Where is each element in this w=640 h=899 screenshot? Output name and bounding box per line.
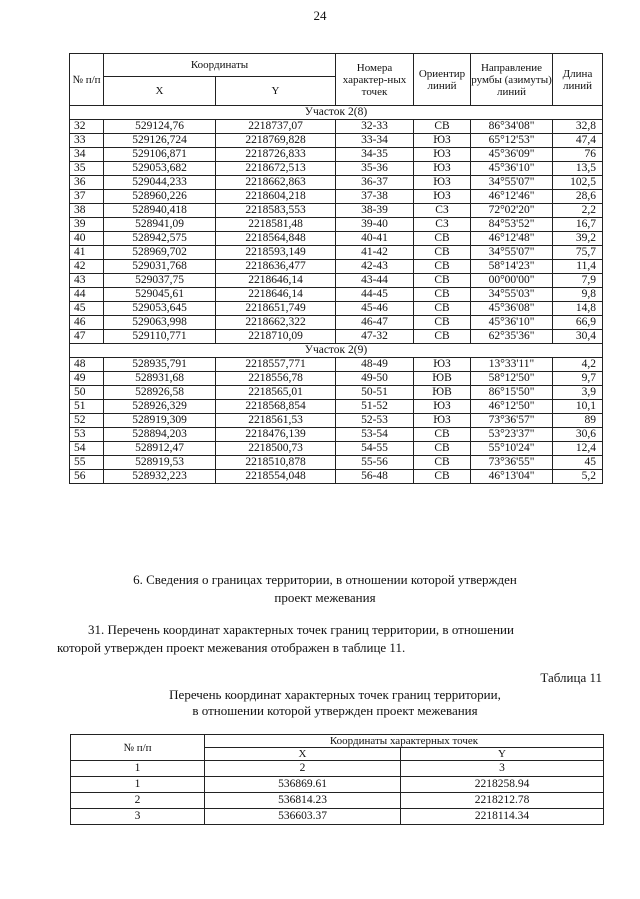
table-cell: 53 [70, 428, 104, 442]
header-direction: Направление румбы (азимуты) линий [471, 54, 553, 106]
table-row [70, 358, 603, 372]
table-cell: 12,4 [553, 442, 603, 456]
t11-header-x: X [205, 748, 401, 761]
table-cell: 52-53 [336, 414, 414, 428]
table-cell: 28,6 [553, 190, 603, 204]
table-cell: 73°36'57" [471, 414, 553, 428]
table-row [70, 260, 603, 274]
table-cell: 48-49 [336, 358, 414, 372]
table-cell: 39 [70, 218, 104, 232]
table-cell: 528926,58 [104, 386, 216, 400]
table-cell: 529063,998 [104, 316, 216, 330]
table-cell: 84°53'52" [471, 218, 553, 232]
table-cell: 53-54 [336, 428, 414, 442]
table-cell: 528960,226 [104, 190, 216, 204]
table-cell: 33-34 [336, 134, 414, 148]
table-row [70, 302, 603, 316]
table-cell: 46°12'50" [471, 400, 553, 414]
table-cell: 13,5 [553, 162, 603, 176]
table-cell: 39-40 [336, 218, 414, 232]
table-cell: 2218565,01 [216, 386, 336, 400]
table-cell: 49-50 [336, 372, 414, 386]
table-cell: ЮЗ [414, 162, 471, 176]
table-cell: 53°23'37" [471, 428, 553, 442]
table-cell: 45°36'10" [471, 162, 553, 176]
table-cell: 528969,702 [104, 246, 216, 260]
table-cell: 2218561,53 [216, 414, 336, 428]
table-cell: 45°36'08" [471, 302, 553, 316]
table-cell: 55 [70, 456, 104, 470]
table-cell: 41-42 [336, 246, 414, 260]
table-cell: 4,2 [553, 358, 603, 372]
section-header-row [70, 106, 603, 120]
table-cell: 9,7 [553, 372, 603, 386]
table-cell: 529044,233 [104, 176, 216, 190]
table-row [70, 386, 603, 400]
table-cell: 2218258.94 [401, 777, 604, 793]
table-row [70, 428, 603, 442]
table-row [70, 176, 603, 190]
table-row [70, 372, 603, 386]
table-cell: 34°55'03" [471, 288, 553, 302]
table-row [70, 414, 603, 428]
table-cell: 34°55'07" [471, 246, 553, 260]
header-num: № п/п [70, 54, 104, 106]
table-cell: 76 [553, 148, 603, 162]
table-cell: 2218726,833 [216, 148, 336, 162]
table-cell: 65°12'53" [471, 134, 553, 148]
table-row [70, 288, 603, 302]
table-cell: 529106,871 [104, 148, 216, 162]
table-cell: 46°12'46" [471, 190, 553, 204]
table-cell: 536814.23 [205, 793, 401, 809]
table-cell: 37-38 [336, 190, 414, 204]
table-cell: 2218554,048 [216, 470, 336, 484]
table-cell: 45°36'09" [471, 148, 553, 162]
table-row [70, 246, 603, 260]
table-cell: 3 [71, 809, 205, 825]
table-cell: 528912,47 [104, 442, 216, 456]
table-row [71, 793, 604, 809]
table-cell: 528931,68 [104, 372, 216, 386]
table-cell: 32 [70, 120, 104, 134]
table-cell: 33 [70, 134, 104, 148]
t11-header-y: Y [401, 748, 604, 761]
table-cell: 528941,09 [104, 218, 216, 232]
table-cell: 2 [71, 793, 205, 809]
table-cell: 45°36'10" [471, 316, 553, 330]
table-cell: 47,4 [553, 134, 603, 148]
table-cell: 86°15'50" [471, 386, 553, 400]
table-cell: 34 [70, 148, 104, 162]
table-cell: 2218672,513 [216, 162, 336, 176]
t11-header-num: № п/п [71, 735, 205, 761]
table-cell: СВ [414, 246, 471, 260]
table-row [70, 316, 603, 330]
table-cell: 43-44 [336, 274, 414, 288]
table-row [70, 134, 603, 148]
table-cell: ЮВ [414, 386, 471, 400]
table-cell: 35-36 [336, 162, 414, 176]
table-cell: 72°02'20" [471, 204, 553, 218]
table-row [70, 330, 603, 344]
table-cell: 46-47 [336, 316, 414, 330]
table-cell: 528935,791 [104, 358, 216, 372]
table-cell: 51-52 [336, 400, 414, 414]
table-cell: 14,8 [553, 302, 603, 316]
table-cell: 89 [553, 414, 603, 428]
table-cell: 49 [70, 372, 104, 386]
table-cell: 10,1 [553, 400, 603, 414]
table-cell: 2218593,149 [216, 246, 336, 260]
table-cell: 32,8 [553, 120, 603, 134]
table-row [71, 809, 604, 825]
boundary-coordinates-table [69, 53, 603, 484]
table-cell: 73°36'55" [471, 456, 553, 470]
table-cell: 529037,75 [104, 274, 216, 288]
table-cell: 46°13'04" [471, 470, 553, 484]
table-cell: 2218564,848 [216, 232, 336, 246]
table-cell: 7,9 [553, 274, 603, 288]
table-cell: 529053,682 [104, 162, 216, 176]
table-cell: 00°00'00" [471, 274, 553, 288]
table-cell: 45 [70, 302, 104, 316]
table-cell: 2218646,14 [216, 288, 336, 302]
table-cell: СВ [414, 456, 471, 470]
table-cell: 45 [553, 456, 603, 470]
table-cell: 40 [70, 232, 104, 246]
table-cell: 536869.61 [205, 777, 401, 793]
table-cell: ЮВ [414, 372, 471, 386]
table-cell: 2218556,78 [216, 372, 336, 386]
table-cell: 102,5 [553, 176, 603, 190]
table-row [70, 400, 603, 414]
table-cell: 2 [205, 761, 401, 777]
table-cell: 75,7 [553, 246, 603, 260]
table-cell: 46 [70, 316, 104, 330]
table-row [70, 120, 603, 134]
table-row [70, 442, 603, 456]
table-cell: 44 [70, 288, 104, 302]
table-cell: 529124,76 [104, 120, 216, 134]
table-cell: 528894,203 [104, 428, 216, 442]
table-cell: 13°33'11" [471, 358, 553, 372]
table-cell: 40-41 [336, 232, 414, 246]
table-cell: ЮЗ [414, 414, 471, 428]
table-cell: 43 [70, 274, 104, 288]
table-cell: 2218212.78 [401, 793, 604, 809]
table-cell: 528919,53 [104, 456, 216, 470]
table-11-title: Перечень координат характерных точек границ территории, в отношении которой утвержден проект межевания [169, 687, 501, 718]
paragraph-31: 31. Перечень координат характерных точек границ территории, в отношении которой утвержден проект межевания отображен в таблице 11. [57, 622, 514, 655]
table-cell: 529126,724 [104, 134, 216, 148]
table-cell: СВ [414, 288, 471, 302]
table-cell: 34°55'07" [471, 176, 553, 190]
table-cell: 55-56 [336, 456, 414, 470]
table-cell: 46°12'48" [471, 232, 553, 246]
table-cell: 35 [70, 162, 104, 176]
table-cell: 529110,771 [104, 330, 216, 344]
table-cell: 36 [70, 176, 104, 190]
table-cell: 2218583,553 [216, 204, 336, 218]
table-cell: СВ [414, 260, 471, 274]
header-y: Y [216, 77, 336, 106]
table-row [70, 204, 603, 218]
table-cell: 39,2 [553, 232, 603, 246]
table-cell: СВ [414, 274, 471, 288]
table-cell: 48 [70, 358, 104, 372]
table-cell: СВ [414, 232, 471, 246]
table-cell: 42 [70, 260, 104, 274]
table-cell: 2218737,07 [216, 120, 336, 134]
table-cell: ЮЗ [414, 400, 471, 414]
table-cell: 41 [70, 246, 104, 260]
section-6-heading: 6. Сведения о границах территории, в отношении которой утвержден проект межевания [133, 572, 517, 605]
table-cell: 37 [70, 190, 104, 204]
table-cell: СЗ [414, 204, 471, 218]
table-cell: 3 [401, 761, 604, 777]
table-cell: 529031,768 [104, 260, 216, 274]
table-cell: 9,8 [553, 288, 603, 302]
table-cell: 528919,309 [104, 414, 216, 428]
table-cell: 58°12'50" [471, 372, 553, 386]
table-cell: 52 [70, 414, 104, 428]
section-title: Участок 2(9) [70, 344, 603, 358]
table-cell: 56-48 [336, 470, 414, 484]
table-cell: 2218636,477 [216, 260, 336, 274]
table-cell: 2218651,749 [216, 302, 336, 316]
table-cell: 2218476,139 [216, 428, 336, 442]
table-cell: СВ [414, 302, 471, 316]
table-cell: СВ [414, 330, 471, 344]
table-cell: ЮЗ [414, 134, 471, 148]
header-orientation: Ориентир линий [414, 54, 471, 106]
table-cell: ЮЗ [414, 358, 471, 372]
table-cell: 56 [70, 470, 104, 484]
table-cell: 45-46 [336, 302, 414, 316]
table-cell: 55°10'24" [471, 442, 553, 456]
table-cell: 16,7 [553, 218, 603, 232]
table-cell: 528942,575 [104, 232, 216, 246]
table-row [70, 162, 603, 176]
table-cell: 86°34'08" [471, 120, 553, 134]
table-cell: 536603.37 [205, 809, 401, 825]
table-cell: СВ [414, 470, 471, 484]
table-row [70, 456, 603, 470]
table-cell: 2218604,218 [216, 190, 336, 204]
table-cell: 2218662,322 [216, 316, 336, 330]
table-row [70, 148, 603, 162]
table-cell: 50 [70, 386, 104, 400]
table-index-row [71, 761, 604, 777]
table-cell: СВ [414, 316, 471, 330]
table-cell: 528926,329 [104, 400, 216, 414]
table-cell: 30,6 [553, 428, 603, 442]
table-cell: СВ [414, 428, 471, 442]
table-cell: 2,2 [553, 204, 603, 218]
table-cell: 30,4 [553, 330, 603, 344]
table-cell: СЗ [414, 218, 471, 232]
header-x: X [104, 77, 216, 106]
table-cell: 2218662,863 [216, 176, 336, 190]
table-row [70, 274, 603, 288]
table-row [71, 777, 604, 793]
table-cell: 54 [70, 442, 104, 456]
header-points: Номера характер-ных точек [336, 54, 414, 106]
table-cell: 2218581,48 [216, 218, 336, 232]
table-cell: 47-32 [336, 330, 414, 344]
page-number: 24 [313, 8, 327, 23]
table-cell: 11,4 [553, 260, 603, 274]
table-cell: 62°35'36" [471, 330, 553, 344]
table-cell: ЮЗ [414, 190, 471, 204]
header-coordinates: Координаты [104, 54, 336, 77]
table-cell: 44-45 [336, 288, 414, 302]
table-row [70, 190, 603, 204]
table-cell: 2218500,73 [216, 442, 336, 456]
table-cell: 50-51 [336, 386, 414, 400]
table-cell: 54-55 [336, 442, 414, 456]
table-cell: 2218710,09 [216, 330, 336, 344]
table-cell: 3,9 [553, 386, 603, 400]
table-cell: 66,9 [553, 316, 603, 330]
table-cell: 2218646,14 [216, 274, 336, 288]
table-row [70, 232, 603, 246]
table-cell: 2218557,771 [216, 358, 336, 372]
table-cell: 529045,61 [104, 288, 216, 302]
table-cell: 2218568,854 [216, 400, 336, 414]
table-11 [70, 734, 604, 825]
table-11-label: Таблица 11 [540, 670, 602, 685]
table-cell: 58°14'23" [471, 260, 553, 274]
table-cell: 32-33 [336, 120, 414, 134]
table-cell: ЮЗ [414, 148, 471, 162]
table-cell: 1 [71, 761, 205, 777]
table-cell: 42-43 [336, 260, 414, 274]
header-length: Длина линий [553, 54, 603, 106]
section-header-row [70, 344, 603, 358]
t11-header-coords: Координаты характерных точек [205, 735, 604, 748]
table-cell: 36-37 [336, 176, 414, 190]
table-cell: СВ [414, 442, 471, 456]
table-cell: 2218114.34 [401, 809, 604, 825]
table-cell: ЮЗ [414, 176, 471, 190]
table-cell: 528940,418 [104, 204, 216, 218]
table-row [70, 218, 603, 232]
table-cell: 2218769,828 [216, 134, 336, 148]
table-row [70, 470, 603, 484]
table-cell: 34-35 [336, 148, 414, 162]
table-cell: 51 [70, 400, 104, 414]
table-cell: СВ [414, 120, 471, 134]
table-cell: 5,2 [553, 470, 603, 484]
table-cell: 529053,645 [104, 302, 216, 316]
table-cell: 38 [70, 204, 104, 218]
table-cell: 47 [70, 330, 104, 344]
table-cell: 528932,223 [104, 470, 216, 484]
section-title: Участок 2(8) [70, 106, 603, 120]
table-cell: 38-39 [336, 204, 414, 218]
table-cell: 2218510,878 [216, 456, 336, 470]
table-cell: 1 [71, 777, 205, 793]
